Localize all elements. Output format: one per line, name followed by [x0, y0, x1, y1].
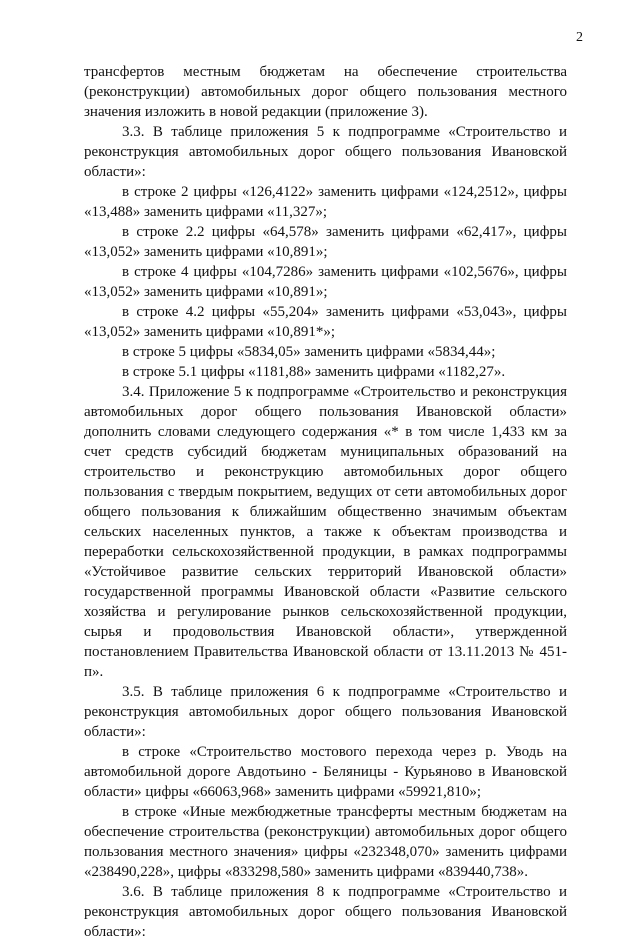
paragraph-row-2: в строке 2 цифры «126,4122» заменить цифрами «124,2512», цифры «13,488» заменить цифрами «11,327»;	[84, 184, 567, 220]
paragraph-row-5-1: в строке 5.1 цифры «1181,88» заменить цифрами «1182,27».	[122, 364, 506, 380]
paragraph-3-6: 3.6. В таблице приложения 8 к подпрограмме «Строительство и реконструкция автомобильных дорог общего пользования Ивановской области»:	[84, 884, 567, 940]
paragraph-row-5: в строке 5 цифры «5834,05» заменить цифрами «5834,44»;	[122, 344, 496, 360]
paragraph-row-4: в строке 4 цифры «104,7286» заменить цифрами «102,5676», цифры «13,052» заменить цифрами «10,891»;	[84, 264, 567, 300]
paragraph-row-2-2: в строке 2.2 цифры «64,578» заменить цифрами «62,417», цифры «13,052» заменить цифрами «10,891»;	[84, 224, 567, 260]
page-number: 2	[576, 30, 583, 45]
paragraph-3-4: 3.4. Приложение 5 к подпрограмме «Строительство и реконструкция автомобильных дорог общего пользования Ивановской области» дополнить словами следующего содержания «* в том числе 1,433 км за счет средств субсидий бюджетам муниципальных образований на строительство и реконструкцию автомобильных дорог общего пользования с твердым покрытием, ведущих от сети автомобильных дорог общего пользования к ближайшим общественно значимым объектам сельских населенных пунктов, а также к объектам производства и переработки сельскохозяйственной продукции, в рамках подпрограммы «Устойчивое развитие сельских территорий Ивановской области» государственной программы Ивановской области «Развитие сельского хозяйства и регулирование рынков сельскохозяйственной продукции, сырья и продовольствия Ивановской области», утвержденной постановлением Правительства Ивановской области от 13.11.2013 № 451-п».	[84, 384, 567, 680]
paragraph-3-3: 3.3. В таблице приложения 5 к подпрограмме «Строительство и реконструкция автомобильных дорог общего пользования Ивановской области»:	[84, 124, 567, 180]
paragraph-row-4-2: в строке 4.2 цифры «55,204» заменить цифрами «53,043», цифры «13,052» заменить цифрами «10,891*»;	[84, 304, 567, 340]
paragraph-transfers-row: в строке «Иные межбюджетные трансферты местным бюджетам на обеспечение строительства (реконструкции) автомобильных дорог общего пользования местного значения» цифры «232348,070» заменить цифрами «238490,228», цифры «833298,580» заменить цифрами «839440,738».	[84, 804, 567, 880]
document-body	[84, 62, 567, 942]
paragraph-3-5: 3.5. В таблице приложения 6 к подпрограмме «Строительство и реконструкция автомобильных дорог общего пользования Ивановской области»:	[84, 684, 567, 740]
paragraph-continuation: трансфертов местным бюджетам на обеспечение строительства (реконструкции) автомобильных дорог общего пользования местного значения изложить в новой редакции (приложение 3).	[84, 64, 567, 120]
paragraph-bridge-row: в строке «Строительство мостового перехода через р. Уводь на автомобильной дороге Авдотьино - Беляницы - Курьяново в Ивановской области» цифры «66063,968» заменить цифрами «59921,810»;	[84, 744, 567, 800]
